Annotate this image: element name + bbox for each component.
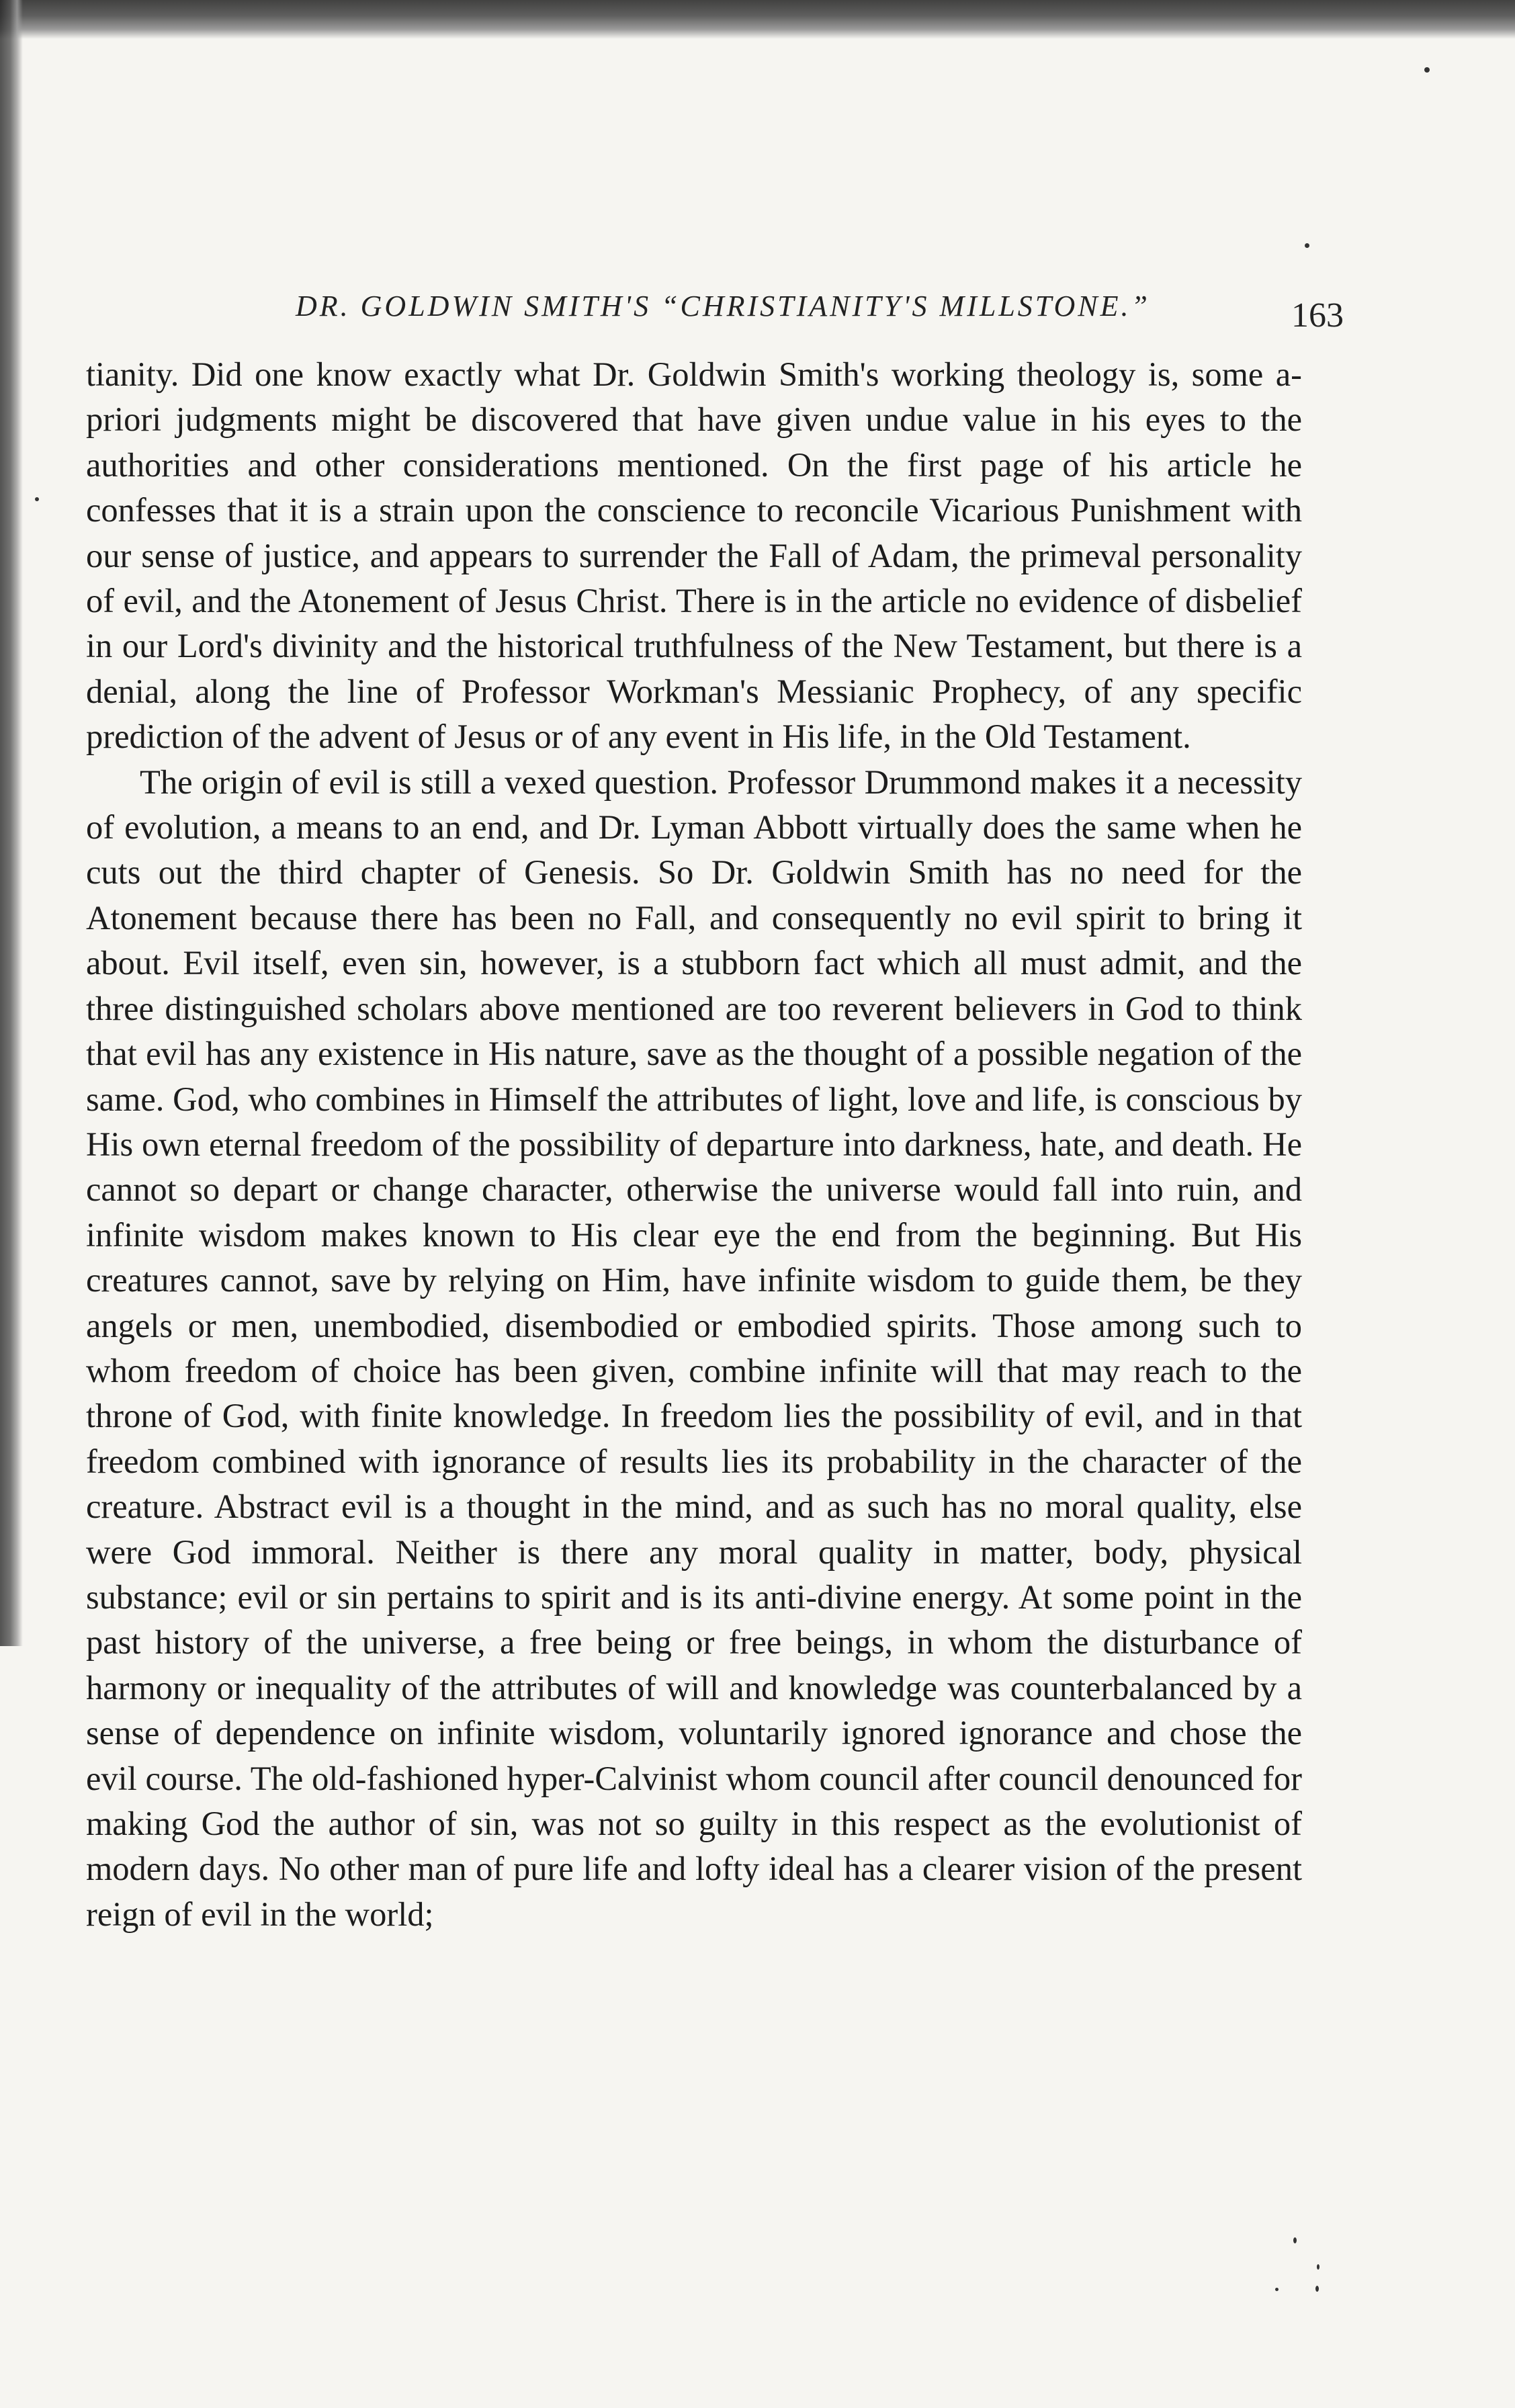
- body-text: [86, 352, 1302, 1937]
- page-number: 163: [1291, 296, 1344, 335]
- paragraph-1: tianity. Did one know exactly what Dr. Goldwin Smith's working theology is, some a-priori judgments might be discovered that have given undue value in his eyes to the authorities and other considerations mentioned. On the first page of his article he confesses that it is a strain upon the conscience to reconcile Vicarious Punishment with our sense of justice, and appears to surrender the Fall of Adam, the primeval personality of evil, and the Atonement of Jesus Christ. There is in the article no evidence of disbelief in our Lord's divinity and the historical truthfulness of the New Testament, but there is a denial, along the line of Professor Workman's Messianic Prophecy, of any specific prediction of the advent of Jesus or of any event in His life, in the Old Testament.: [86, 355, 1302, 756]
- scan-edge-left: [0, 0, 23, 1646]
- paragraph-2: The origin of evil is still a vexed question. Professor Drummond makes it a necessity of evolution, a means to an end, and Dr. Lyman Abbott virtually does the same when he cuts out the third chapter of Genesis. So Dr. Goldwin Smith has no need for the Atonement because there has been no Fall, and consequently no evil spirit to bring it about. Evil itself, even sin, however, is a stubborn fact which all must admit, and the three distinguished scholars above mentioned are too reverent believers in God to think that evil has any existence in His nature, save as the thought of a possible negation of the same. God, who combines in Himself the attributes of light, love and life, is conscious by His own eternal freedom of the possibility of departure into darkness, hate, and death. He cannot so depart or change character, otherwise the universe would fall into ruin, and infinite wisdom makes known to His clear eye the end from the beginning. But His creatures cannot, save by relying on Him, have infinite wisdom to guide them, be they angels or men, unembodied, disembodied or embodied spirits. Those among such to whom freedom of choice has been given, combine infinite will that may reach to the throne of God, with finite knowledge. In freedom lies the possibility of evil, and in that freedom combined with ignorance of results lies its probability in the character of the creature. Abstract evil is a thought in the mind, and as such has no moral quality, else were God immoral. Neither is there any moral quality in matter, body, physical substance; evil or sin pertains to spirit and is its anti-divine energy. At some point in the past history of the universe, a free being or free beings, in whom the disturbance of harmony or inequality of the attributes of will and knowledge was counterbalanced by a sense of dependence on infinite wisdom, voluntarily ignored ignorance and chose the evil course. The old-fashioned hyper-Calvinist whom council after council denounced for making God the author of sin, was not so guilty in this respect as the evolutionist of modern days. No other man of pure life and lofty ideal has a clearer vision of the present reign of evil in the world;: [86, 763, 1302, 1933]
- page-header: [296, 282, 1344, 343]
- running-title: DR. GOLDWIN SMITH'S “CHRISTIANITY'S MILLSTONE.”: [296, 290, 1150, 322]
- scan-edge-top: [0, 0, 1515, 39]
